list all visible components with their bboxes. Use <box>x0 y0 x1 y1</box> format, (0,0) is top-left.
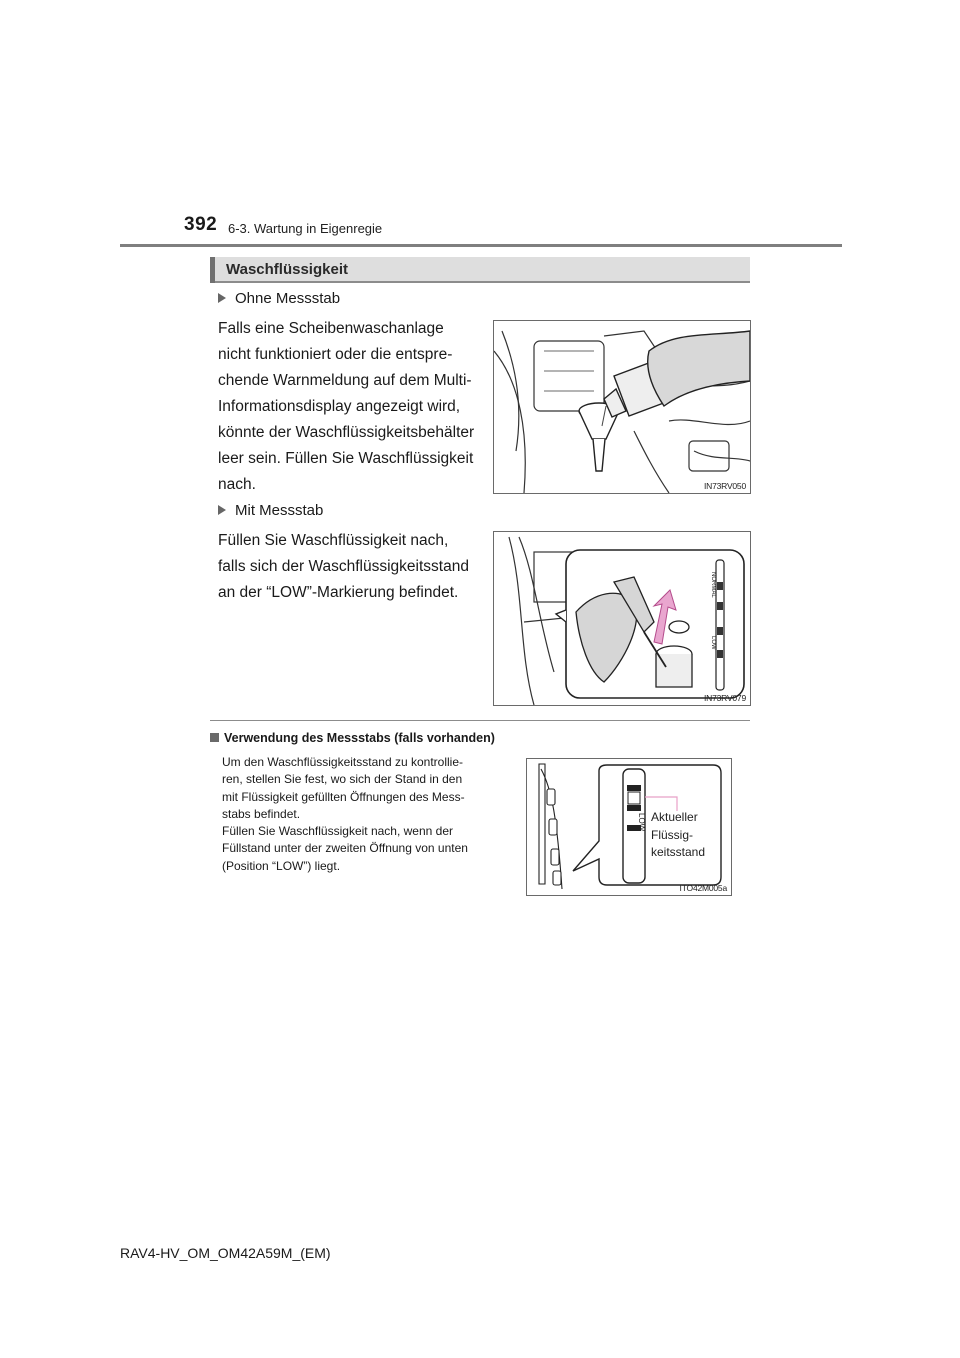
callout-line: Aktueller <box>651 810 698 824</box>
dipstick-low-label: LOW <box>710 636 716 650</box>
note-heading-text: Verwendung des Messstabs (falls vorhanden) <box>224 731 495 745</box>
text-line: mit Flüssigkeit gefüllten Öffnungen des Mess- <box>222 789 465 804</box>
figure-code-label: ITO42M005a <box>679 883 727 893</box>
section-bar-accent <box>210 257 215 283</box>
text-line: ren, stellen Sie fest, wo sich der Stand in den <box>222 772 463 787</box>
callout-current-level <box>651 809 705 862</box>
paragraph-with-dipstick <box>218 528 476 606</box>
text-line: leer sein. Füllen Sie Waschflüssigkeit <box>218 450 474 467</box>
document-code: RAV4-HV_OM_OM42A59M_(EM) <box>120 1245 331 1261</box>
text-line: stabs befindet. <box>222 806 301 821</box>
text-line: könnte der Waschflüssigkeitsbehälter <box>218 424 475 441</box>
note-divider <box>210 720 750 721</box>
dipstick-check-illustration <box>494 532 750 705</box>
figure-pouring-washer-fluid <box>493 320 751 494</box>
dipstick-low-label: LOW <box>637 813 646 832</box>
subheading-with-dipstick <box>218 502 323 519</box>
subheading-without-dipstick <box>218 290 340 307</box>
text-line: Füllen Sie Waschflüssigkeit nach, wenn der <box>222 824 453 839</box>
dipstick-normal-label: NORMAL <box>710 572 716 598</box>
note-heading <box>210 731 495 745</box>
section-heading-bar <box>210 257 750 283</box>
subheading-with-dipstick-text: Mit Messstab <box>235 502 324 519</box>
header-rule <box>120 244 842 247</box>
engine-bay-pour-illustration <box>494 321 750 493</box>
figure-code-label: IN73RV050 <box>704 481 746 491</box>
text-line: (Position “LOW”) liegt. <box>222 858 341 873</box>
text-line: nach. <box>218 476 256 493</box>
text-line: chende Warnmeldung auf dem Multi- <box>218 372 472 389</box>
text-line: falls sich der Waschflüssigkeitsstand <box>218 558 469 575</box>
text-line: Um den Waschflüssigkeitsstand zu kontrollie- <box>222 755 463 769</box>
subheading-without-dipstick-text: Ohne Messstab <box>235 290 341 307</box>
callout-line: keitsstand <box>651 845 706 859</box>
paragraph-without-dipstick <box>218 316 476 498</box>
triangle-bullet-icon <box>218 293 226 303</box>
callout-line: Flüssig- <box>651 827 694 842</box>
section-title: Waschflüssigkeit <box>226 261 348 278</box>
chapter-title: 6-3. Wartung in Eigenregie <box>228 221 383 236</box>
figure-code-label: IN73RV079 <box>704 693 746 703</box>
note-paragraph <box>222 754 504 875</box>
figure-dipstick-check <box>493 531 751 706</box>
square-bullet-icon <box>210 733 219 742</box>
triangle-bullet-icon <box>218 505 226 515</box>
text-line: Informationsdisplay angezeigt wird, <box>218 398 461 415</box>
text-line: Füllstand unter der zweiten Öffnung von unten <box>222 841 468 856</box>
figure-dipstick-detail <box>526 758 732 896</box>
text-line: an der “LOW”-Markierung befindet. <box>218 584 459 601</box>
page-number: 392 <box>184 214 218 235</box>
text-line: Füllen Sie Waschflüssigkeit nach, <box>218 532 449 549</box>
text-line: nicht funktioniert oder die entspre- <box>218 346 453 363</box>
text-line: Falls eine Scheibenwaschanlage <box>218 320 444 337</box>
